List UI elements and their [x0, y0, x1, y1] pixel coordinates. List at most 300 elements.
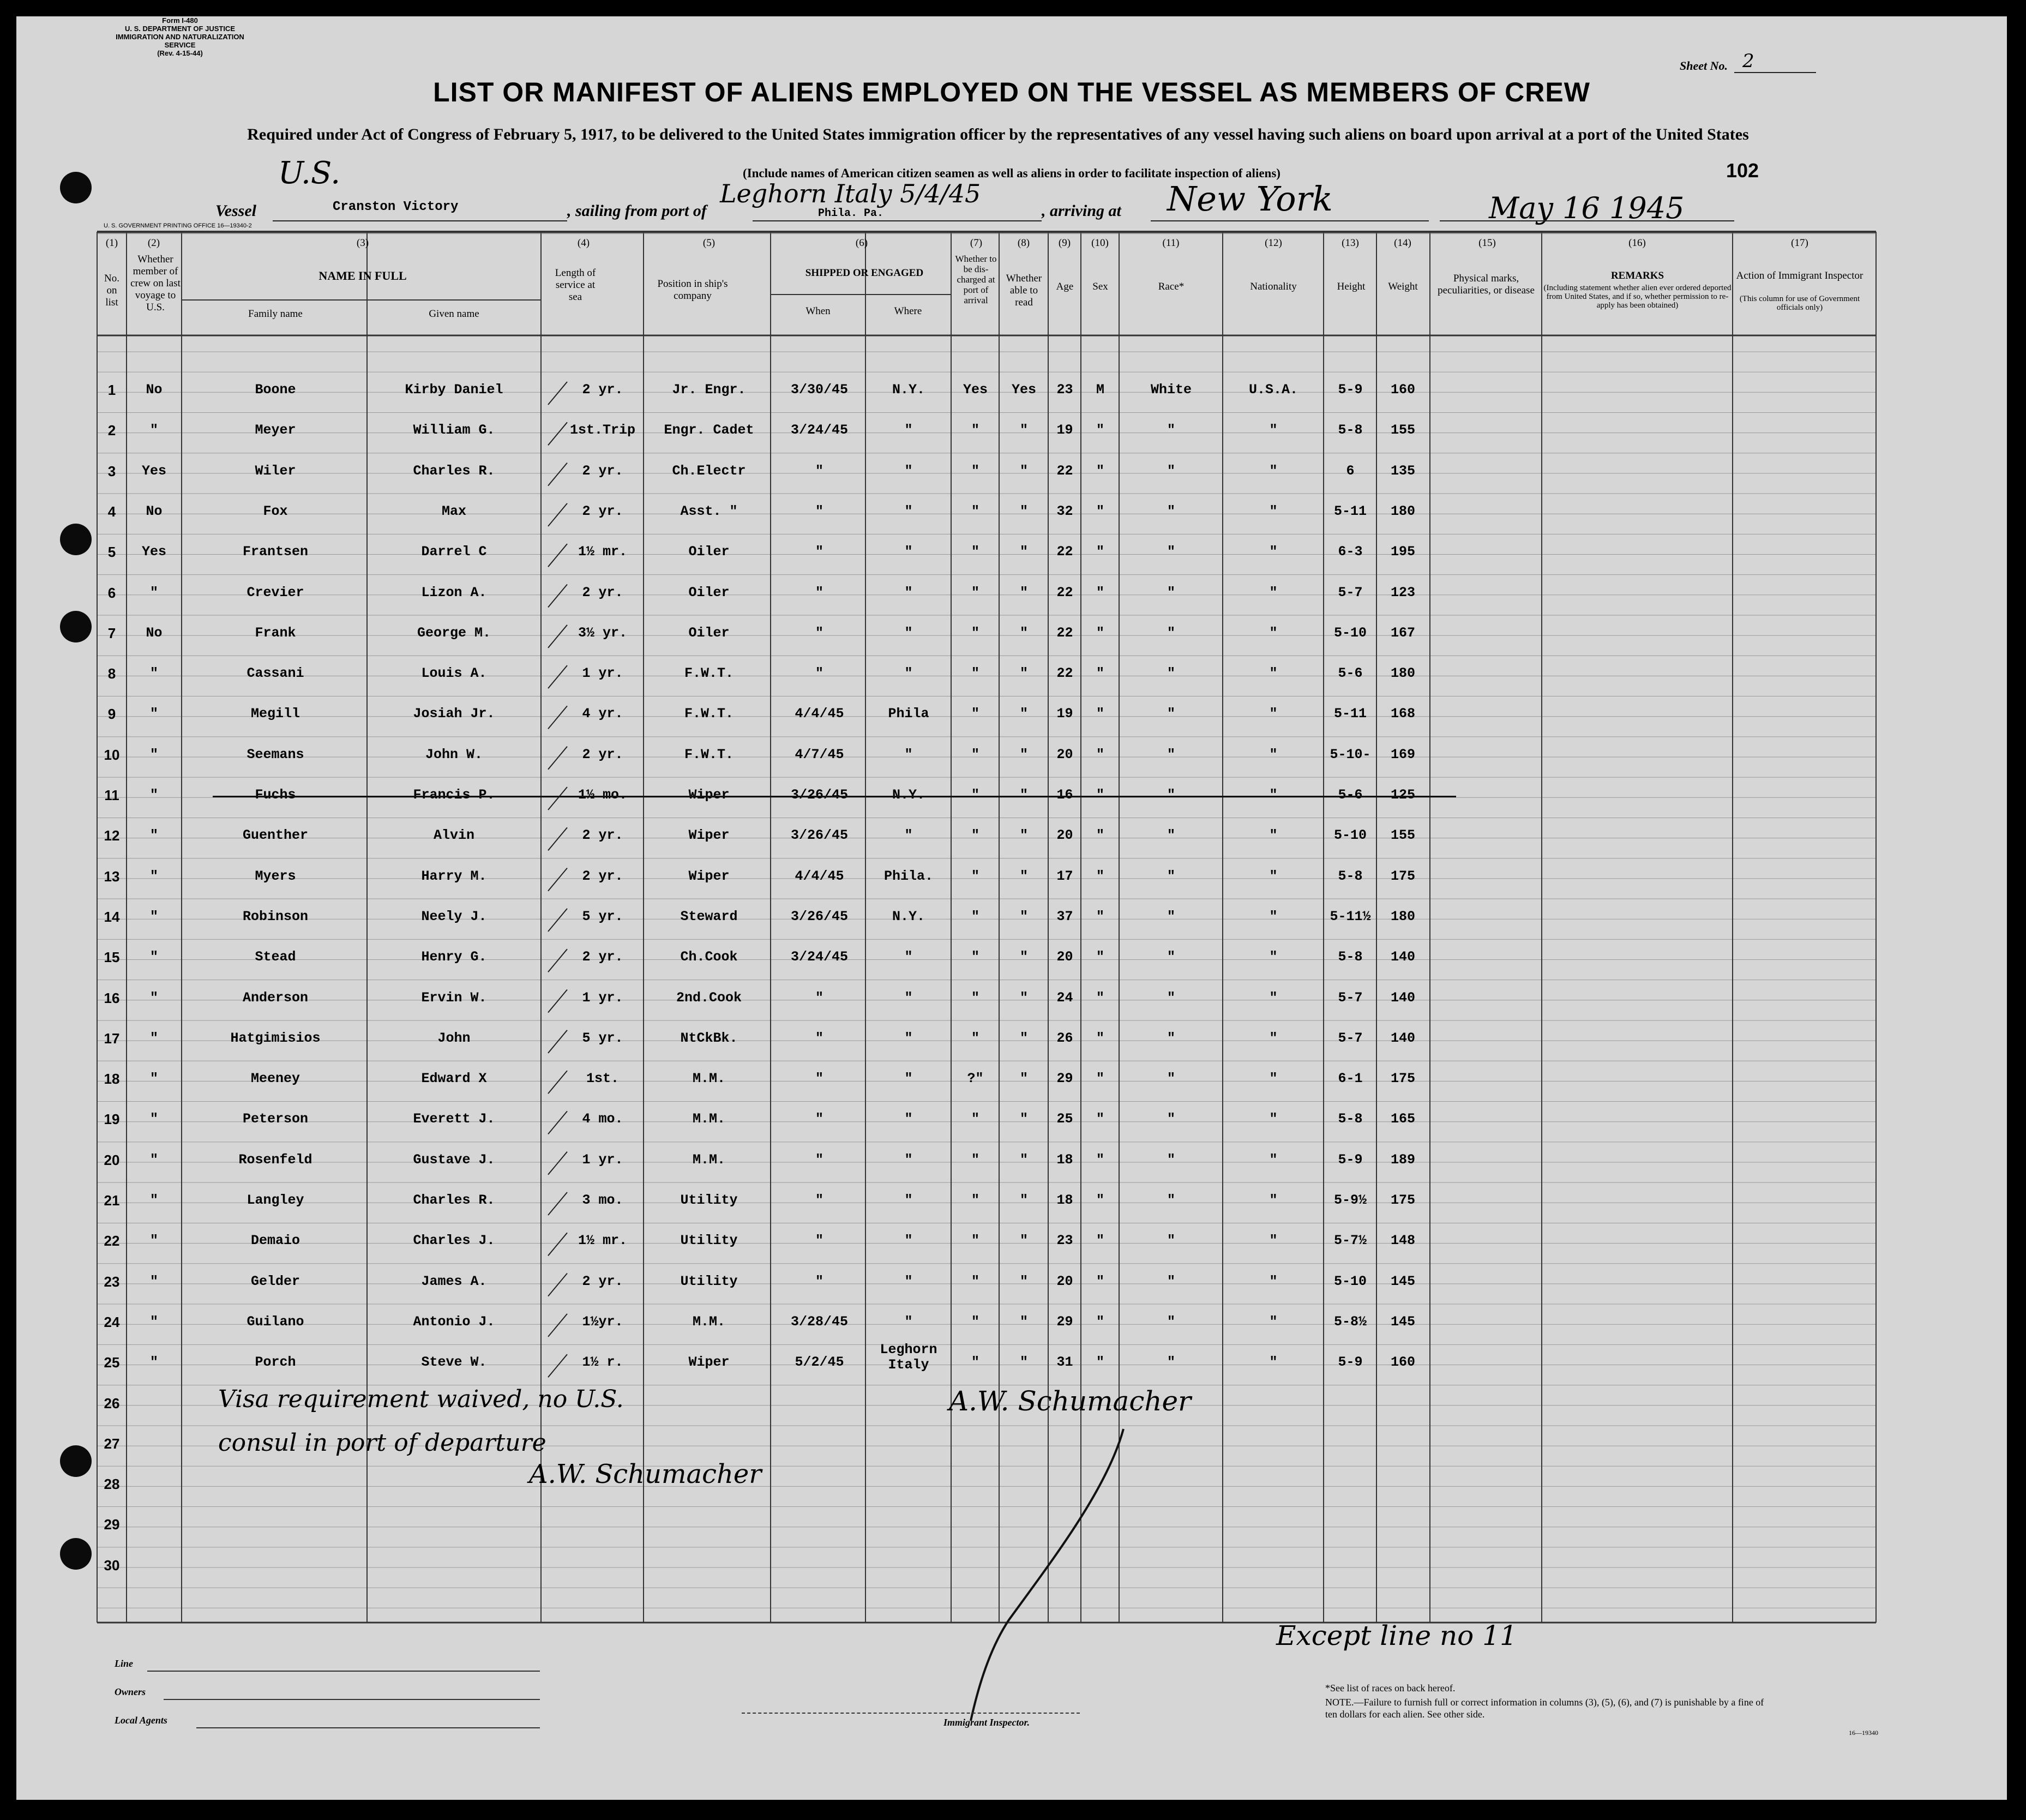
- cell-height: 5-10: [1333, 624, 1367, 641]
- races-note: *See list of races on back hereof.: [1325, 1683, 1456, 1693]
- cell-position: F.W.T.: [684, 665, 734, 682]
- header-inspector-action: Action of Immigrant Inspector: [1736, 270, 1863, 281]
- cell-when: 3/30/45: [790, 382, 849, 398]
- header-weight: Weight: [1388, 281, 1418, 292]
- row-number: 10: [104, 746, 120, 763]
- cell-where: ": [904, 584, 913, 600]
- cell-when: ": [815, 1071, 823, 1087]
- cell-given: James A.: [421, 1273, 487, 1289]
- cell-given: Neely J.: [421, 908, 487, 924]
- cell-last: No: [146, 503, 163, 519]
- cell-read: ": [1019, 908, 1028, 924]
- cell-position: M.M.: [692, 1313, 725, 1330]
- printing-office: U. S. GOVERNMENT PRINTING OFFICE 16—19340-2: [104, 223, 252, 229]
- cell-weight: 140: [1390, 1030, 1415, 1046]
- cell-read: ": [1019, 1273, 1028, 1289]
- cell-service: 2 yr.: [582, 584, 623, 600]
- sheet-number: 2: [1742, 50, 1754, 72]
- cell-service: 2 yr.: [582, 1273, 623, 1289]
- cell-height: 5-11: [1333, 706, 1367, 722]
- header-length-service: Length of service at sea: [555, 267, 596, 303]
- cell-race: ": [1167, 1151, 1175, 1168]
- footer-agents-label: Local Agents: [115, 1715, 167, 1726]
- row-number: 23: [104, 1273, 120, 1290]
- cell-service: 5 yr.: [582, 908, 623, 924]
- cell-nat: ": [1269, 1071, 1278, 1087]
- cell-disch: ": [971, 787, 979, 803]
- cell-family: Rosenfeld: [238, 1151, 312, 1168]
- cell-read: ": [1019, 787, 1028, 803]
- subtitle: Required under Act of Congress of February 5, 1917, to be delivered to the United States immigration officer by the representatives of any vessel having such aliens on board upon arrival at a port of the United States: [247, 125, 1749, 143]
- header-height: Height: [1337, 281, 1366, 292]
- cell-service: 1½ mo.: [578, 787, 627, 803]
- cell-race: ": [1167, 624, 1175, 641]
- footer-note: NOTE.—Failure to furnish full or correct information in columns (3), (5), (6), and (7) is punishable by a fine of ten dollars for each alien. See other side.: [1325, 1697, 1764, 1720]
- row-number: 28: [104, 1476, 120, 1493]
- cell-given: John: [437, 1030, 471, 1046]
- row-number: 22: [104, 1233, 120, 1250]
- cell-nat: ": [1269, 462, 1278, 479]
- cell-weight: 160: [1390, 1354, 1415, 1371]
- row-number: 12: [104, 827, 120, 844]
- cell-read: ": [1019, 827, 1028, 844]
- row-number: 16: [104, 989, 120, 1006]
- cell-race: ": [1167, 706, 1175, 722]
- cell-position: Utility: [680, 1273, 738, 1289]
- header-able-read: Whether able to read: [1006, 273, 1042, 308]
- cell-sex: ": [1096, 624, 1104, 641]
- cell-when: ": [815, 1111, 823, 1127]
- cell-given: Max: [441, 503, 466, 519]
- column-number: (14): [1394, 237, 1411, 249]
- page-number: 102: [1726, 159, 1759, 182]
- cell-last: ": [149, 1192, 158, 1208]
- cell-service: 1½ mr.: [578, 1233, 627, 1249]
- column-number: (13): [1342, 237, 1359, 249]
- cell-sex: ": [1096, 868, 1104, 884]
- vessel-name: Cranston Victory: [333, 200, 459, 214]
- cell-age: 22: [1056, 624, 1073, 641]
- signature-stroke: [943, 1423, 1162, 1729]
- cell-age: 29: [1056, 1071, 1073, 1087]
- cell-height: 5-7½: [1333, 1233, 1367, 1249]
- row-number: 8: [107, 665, 116, 682]
- cell-nat: ": [1269, 989, 1278, 1006]
- cell-height: 5-9: [1338, 382, 1363, 398]
- sailing-handwritten: Leghorn Italy 5/4/45: [720, 179, 981, 208]
- cell-last: ": [149, 706, 158, 722]
- cell-position: Utility: [680, 1233, 738, 1249]
- cell-sex: ": [1096, 787, 1104, 803]
- cell-race: ": [1167, 1233, 1175, 1249]
- cell-last: No: [146, 382, 163, 398]
- footer-agents-rule: [196, 1727, 540, 1728]
- visa-note-line2: consul in port of departure: [218, 1429, 546, 1457]
- cell-weight: 140: [1390, 989, 1415, 1006]
- row-number: 3: [107, 462, 116, 479]
- row-number: 2: [107, 422, 116, 439]
- cell-nat: ": [1269, 624, 1278, 641]
- cell-when: 3/24/45: [790, 422, 849, 439]
- cell-height: 5-7: [1338, 989, 1363, 1006]
- row-number: 19: [104, 1111, 120, 1128]
- cell-family: Anderson: [242, 989, 309, 1006]
- cell-weight: 180: [1390, 503, 1415, 519]
- cell-race: ": [1167, 868, 1175, 884]
- cell-height: 5-8: [1338, 949, 1363, 965]
- cell-sex: ": [1096, 1192, 1104, 1208]
- cell-read: ": [1019, 665, 1028, 682]
- cell-race: ": [1167, 949, 1175, 965]
- cell-read: ": [1019, 584, 1028, 600]
- cell-weight: 175: [1390, 1071, 1415, 1087]
- cell-where: ": [904, 1071, 913, 1087]
- column-number: (6): [855, 237, 868, 249]
- cell-last: Yes: [141, 544, 166, 560]
- cell-race: ": [1167, 827, 1175, 844]
- cell-read: ": [1019, 1151, 1028, 1168]
- cell-sex: M: [1096, 382, 1104, 398]
- cell-sex: ": [1096, 462, 1104, 479]
- cell-family: Crevier: [247, 584, 304, 600]
- cell-family: Fox: [263, 503, 288, 519]
- handwritten-us: U.S.: [278, 155, 341, 191]
- cell-position: F.W.T.: [684, 706, 734, 722]
- cell-when: 4/4/45: [795, 706, 844, 722]
- arriving-label: , arriving at: [1042, 202, 1121, 220]
- cell-weight: 155: [1390, 827, 1415, 844]
- cell-given: Antonio J.: [413, 1313, 495, 1330]
- cell-weight: 189: [1390, 1151, 1415, 1168]
- cell-age: 19: [1056, 422, 1073, 439]
- cell-age: 20: [1056, 746, 1073, 762]
- cell-height: 5-8: [1338, 1111, 1363, 1127]
- row-number: 26: [104, 1395, 120, 1411]
- cell-last: ": [149, 1111, 158, 1127]
- cell-sex: ": [1096, 1273, 1104, 1289]
- column-number: (1): [105, 237, 118, 249]
- cell-last: ": [149, 1151, 158, 1168]
- cell-disch: ": [971, 1354, 979, 1371]
- cell-where: ": [904, 422, 913, 439]
- cell-sex: ": [1096, 1151, 1104, 1168]
- cell-when: ": [815, 1233, 823, 1249]
- cell-age: 26: [1056, 1030, 1073, 1046]
- cell-given: William G.: [413, 422, 495, 439]
- column-number: (8): [1017, 237, 1030, 249]
- cell-disch: ": [971, 503, 979, 519]
- cell-sex: ": [1096, 827, 1104, 844]
- cell-sex: ": [1096, 706, 1104, 722]
- cell-last: ": [149, 1313, 158, 1330]
- header-age: Age: [1056, 281, 1074, 292]
- cell-weight: 145: [1390, 1313, 1415, 1330]
- cell-height: 6: [1346, 462, 1355, 479]
- cell-position: Wiper: [688, 827, 730, 844]
- cell-family: Hatgimisios: [230, 1030, 321, 1046]
- cell-service: 2 yr.: [582, 868, 623, 884]
- cell-height: 5-11½: [1330, 908, 1371, 924]
- cell-read: ": [1019, 1233, 1028, 1249]
- column-number: (15): [1478, 237, 1496, 249]
- cell-disch: ": [971, 1192, 979, 1208]
- cell-weight: 165: [1390, 1111, 1415, 1127]
- cell-last: ": [149, 1030, 158, 1046]
- cell-age: 23: [1056, 382, 1073, 398]
- cell-age: 25: [1056, 1111, 1073, 1127]
- cell-age: 24: [1056, 989, 1073, 1006]
- cell-family: Frank: [255, 624, 296, 641]
- cell-nat: ": [1269, 503, 1278, 519]
- cell-family: Frantsen: [242, 544, 309, 560]
- header-physical-marks: Physical marks, peculiarities, or disease: [1438, 273, 1535, 296]
- cell-disch: ": [971, 989, 979, 1006]
- cell-last: ": [149, 422, 158, 439]
- cell-race: ": [1167, 1071, 1175, 1087]
- cell-disch: ": [971, 827, 979, 844]
- cell-where: ": [904, 1273, 913, 1289]
- cell-given: Alvin: [433, 827, 474, 844]
- cell-given: Steve W.: [421, 1354, 487, 1371]
- cell-when: ": [815, 989, 823, 1006]
- cell-age: 19: [1056, 706, 1073, 722]
- cell-where: ": [904, 503, 913, 519]
- cell-family: Guenther: [242, 827, 309, 844]
- cell-given: Josiah Jr.: [413, 706, 495, 722]
- date-handwritten: May 16 1945: [1489, 191, 1685, 225]
- cell-where: ": [904, 949, 913, 965]
- cell-race: ": [1167, 1354, 1175, 1371]
- cell-read: ": [1019, 1354, 1028, 1371]
- cell-read: ": [1019, 422, 1028, 439]
- cell-family: Fuchs: [255, 787, 296, 803]
- header-where: Where: [894, 305, 922, 317]
- cell-position: Wiper: [688, 868, 730, 884]
- column-number: (4): [577, 237, 590, 249]
- header-nationality: Nationality: [1250, 281, 1297, 292]
- row-number: 14: [104, 908, 120, 925]
- row-number: 25: [104, 1354, 120, 1371]
- cell-where: ": [904, 1192, 913, 1208]
- cell-where: ": [904, 1313, 913, 1330]
- cell-service: 4 mo.: [582, 1111, 623, 1127]
- cell-where: ": [904, 1233, 913, 1249]
- cell-family: Meyer: [255, 422, 296, 439]
- cell-given: Lizon A.: [421, 584, 487, 600]
- cell-height: 5-9: [1338, 1151, 1363, 1168]
- cell-disch: ": [971, 462, 979, 479]
- cell-weight: 175: [1390, 868, 1415, 884]
- footer-line-rule: [147, 1671, 540, 1672]
- cell-when: ": [815, 1273, 823, 1289]
- cell-race: ": [1167, 989, 1175, 1006]
- cell-disch: ": [971, 544, 979, 560]
- header-given-name: Given name: [429, 308, 479, 320]
- cell-nat: ": [1269, 1030, 1278, 1046]
- cell-family: Wiler: [255, 462, 296, 479]
- cell-disch: ": [971, 706, 979, 722]
- cell-age: 16: [1056, 787, 1073, 803]
- cell-disch: ": [971, 665, 979, 682]
- cell-read: ": [1019, 868, 1028, 884]
- cell-disch: ": [971, 908, 979, 924]
- cell-weight: 169: [1390, 746, 1415, 762]
- cell-age: 20: [1056, 1273, 1073, 1289]
- cell-age: 20: [1056, 827, 1073, 844]
- cell-race: ": [1167, 584, 1175, 600]
- cell-where: ": [904, 624, 913, 641]
- cell-when: ": [815, 544, 823, 560]
- cell-where: N.Y.: [892, 382, 925, 398]
- cell-given: Darrel C: [421, 544, 487, 560]
- cell-position: Wiper: [688, 787, 730, 803]
- cell-where: Phila: [888, 706, 929, 722]
- footer-owners-rule: [164, 1699, 540, 1700]
- cell-where: ": [904, 544, 913, 560]
- row-number: 11: [104, 787, 119, 803]
- cell-age: 32: [1056, 503, 1073, 519]
- cell-given: Charles J.: [413, 1233, 495, 1249]
- cell-when: ": [815, 1151, 823, 1168]
- cell-disch: ": [971, 624, 979, 641]
- cell-race: ": [1167, 1192, 1175, 1208]
- header-when: When: [805, 305, 831, 317]
- cell-height: 5-8: [1338, 868, 1363, 884]
- cell-race: ": [1167, 1273, 1175, 1289]
- cell-nat: ": [1269, 665, 1278, 682]
- arriving-handwritten: New York: [1167, 179, 1333, 219]
- cell-race: ": [1167, 908, 1175, 924]
- cell-service: 1 yr.: [582, 665, 623, 682]
- cell-height: 5-9½: [1333, 1192, 1367, 1208]
- cell-weight: 155: [1390, 422, 1415, 439]
- cell-family: Demaio: [250, 1233, 300, 1249]
- cell-service: 2 yr.: [582, 382, 623, 398]
- cell-disch: ": [971, 868, 979, 884]
- cell-nat: ": [1269, 1313, 1278, 1330]
- vessel-label: Vessel: [215, 202, 256, 220]
- row-number: 15: [104, 949, 120, 966]
- cell-race: ": [1167, 746, 1175, 762]
- cell-service: 2 yr.: [582, 949, 623, 965]
- cell-disch: ": [971, 1030, 979, 1046]
- cell-nat: ": [1269, 422, 1278, 439]
- header-remarks-sub: (Including statement whether alien ever ordered deported from United States, and if so, whether permission to re-apply has been obtained): [1543, 284, 1732, 310]
- cell-family: Boone: [255, 382, 296, 398]
- cell-when: ": [815, 584, 823, 600]
- cell-last: ": [149, 989, 158, 1006]
- cell-read: ": [1019, 989, 1028, 1006]
- cell-where: ": [904, 827, 913, 844]
- cell-race: ": [1167, 544, 1175, 560]
- signature-visa: A.W. Schumacher: [529, 1459, 762, 1489]
- cell-read: ": [1019, 544, 1028, 560]
- cell-age: 17: [1056, 868, 1073, 884]
- column-number: (10): [1091, 237, 1109, 249]
- cell-family: Langley: [247, 1192, 304, 1208]
- cell-sex: ": [1096, 989, 1104, 1006]
- cell-nat: ": [1269, 868, 1278, 884]
- cell-disch: ": [971, 584, 979, 600]
- cell-position: Utility: [680, 1192, 738, 1208]
- cell-sex: ": [1096, 1233, 1104, 1249]
- cell-read: ": [1019, 624, 1028, 641]
- cell-service: 1st.: [586, 1071, 619, 1087]
- cell-sex: ": [1096, 1354, 1104, 1371]
- header-shipped-engaged: SHIPPED OR ENGAGED: [805, 267, 924, 279]
- cell-service: 1½yr.: [582, 1313, 623, 1330]
- cell-last: ": [149, 1233, 158, 1249]
- cell-nat: ": [1269, 1273, 1278, 1289]
- cell-age: 31: [1056, 1354, 1073, 1371]
- cell-weight: 140: [1390, 949, 1415, 965]
- cell-given: John W.: [425, 746, 483, 762]
- row-number: 4: [107, 503, 116, 520]
- cell-age: 37: [1056, 908, 1073, 924]
- cell-read: ": [1019, 1071, 1028, 1087]
- cell-given: Louis A.: [421, 665, 487, 682]
- cell-when: ": [815, 503, 823, 519]
- cell-race: ": [1167, 503, 1175, 519]
- cell-read: ": [1019, 1111, 1028, 1127]
- column-number: (5): [702, 237, 716, 249]
- cell-nat: ": [1269, 787, 1278, 803]
- cell-family: Peterson: [242, 1111, 309, 1127]
- cell-weight: 168: [1390, 706, 1415, 722]
- row-number: 24: [104, 1313, 120, 1330]
- cell-sex: ": [1096, 1071, 1104, 1087]
- cell-nat: ": [1269, 1233, 1278, 1249]
- cell-where: N.Y.: [892, 908, 925, 924]
- column-number: (12): [1265, 237, 1282, 249]
- cell-disch: ": [971, 1273, 979, 1289]
- cell-sex: ": [1096, 665, 1104, 682]
- cell-age: 20: [1056, 949, 1073, 965]
- cell-read: ": [1019, 462, 1028, 479]
- service: IMMIGRATION AND NATURALIZATION SERVICE: [116, 33, 244, 49]
- cell-age: 22: [1056, 462, 1073, 479]
- cell-when: 4/4/45: [795, 868, 844, 884]
- cell-given: Everett J.: [413, 1111, 495, 1127]
- row-number: 6: [107, 584, 116, 601]
- header-no-on-list: No. on list: [104, 273, 119, 308]
- cell-service: 1 yr.: [582, 1151, 623, 1168]
- cell-family: Robinson: [242, 908, 309, 924]
- cell-sex: ": [1096, 908, 1104, 924]
- row-number: 7: [107, 624, 116, 641]
- column-number: (11): [1162, 237, 1180, 249]
- cell-sex: ": [1096, 584, 1104, 600]
- visa-note-line1: Visa requirement waived, no U.S.: [218, 1385, 624, 1413]
- cell-sex: ": [1096, 1313, 1104, 1330]
- cell-weight: 167: [1390, 624, 1415, 641]
- cell-age: 18: [1056, 1151, 1073, 1168]
- cell-height: 5-6: [1338, 787, 1363, 803]
- cell-disch: ": [971, 1313, 979, 1330]
- cell-read: ": [1019, 746, 1028, 762]
- sheet-label: Sheet No.: [1680, 59, 1728, 73]
- header-family-name: Family name: [248, 308, 303, 320]
- cell-when: 4/7/45: [795, 746, 844, 762]
- cell-weight: 135: [1390, 462, 1415, 479]
- revision: (Rev. 4-15-44): [157, 49, 203, 57]
- cell-family: Seemans: [247, 746, 304, 762]
- cell-position: 2nd.Cook: [676, 989, 742, 1006]
- cell-last: ": [149, 584, 158, 600]
- cell-weight: 125: [1390, 787, 1415, 803]
- cell-position: Ch.Electr: [672, 462, 746, 479]
- cell-family: Meeney: [250, 1071, 300, 1087]
